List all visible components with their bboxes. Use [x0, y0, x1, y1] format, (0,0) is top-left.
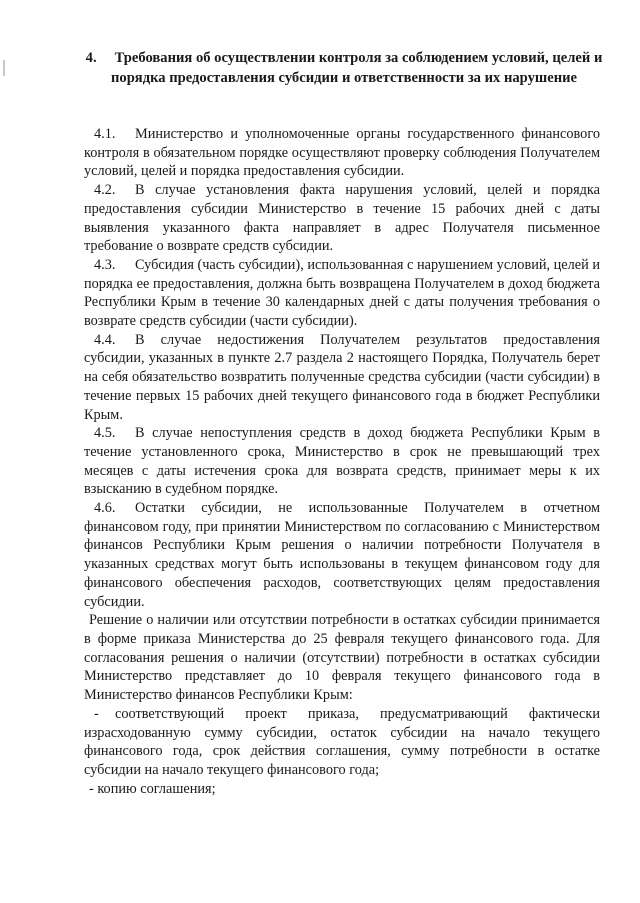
clause-text: Остатки субсидии, не использованные Получателем в отчетном финансовом году, при принятии Министерством по согласованию с Министерством финансов Республики Крым решения о наличии потребности Получателя в указанных средствах могут быть использованы в текущем финансовом году для финансового обеспечения расходов, соответствующих целям предоставления субсидии.: [84, 500, 600, 610]
list-item-agreement-copy: [84, 780, 600, 799]
list-item-text: соответствующий проект приказа, предусматривающий фактически израсходованную сумму субсидии, остаток субсидии на начало текущего финансового года, срок действия соглашения, сумму потребности в остатке субсидии на начало текущего финансового года;: [84, 705, 600, 778]
clause-number: 4.2.: [94, 182, 116, 199]
clause-4-5: [84, 424, 600, 499]
paragraph-text: Решение о наличии или отсутствии потребности в остатках субсидии принимается в форме приказа Министерства до 25 февраля текущего финансового года. Для согласования решения о наличии (отсутствии) потребности в остатках субсидии Министерство представляет до 10 февраля текущего финансового года в Министерство финансов Республики Крым:: [84, 612, 600, 704]
clause-4-4: [84, 331, 600, 425]
clause-text: Министерство и уполномоченные органы государственного финансового контроля в обязательном порядке осуществляют проверку соблюдения Получателем условий, целей и порядка предоставления субсидии.: [84, 126, 600, 180]
section-heading: [84, 48, 604, 88]
section-number: 4.: [85, 50, 97, 66]
list-dash: -: [94, 705, 99, 722]
clause-number: 4.4.: [94, 331, 116, 348]
clause-text: В случае установления факта нарушения условий, целей и порядка предоставления субсидии Министерство в течение 15 рабочих дней с даты выявления указанного факта направляет в адрес Получателя письменное требование о возврате средств субсидии.: [84, 182, 600, 255]
clause-number: 4.6.: [94, 500, 116, 517]
clause-number: 4.3.: [94, 256, 116, 273]
section-title: Требования об осуществлении контроля за соблюдением условий, целей и порядка предоставления субсидии и ответственности за их нарушение: [110, 50, 603, 86]
clause-text: Субсидия (часть субсидии), использованная с нарушением условий, целей и порядка ее предоставления, должна быть возвращена Получателем в доход бюджета Республики Крым в течение 30 календарных дней с даты получения требования о возврате средств субсидии (части субсидии).: [84, 256, 601, 330]
scan-edge-mark: [3, 60, 5, 76]
document-body: [84, 125, 600, 798]
list-item-draft-order: [84, 705, 600, 780]
clause-4-3: [84, 256, 600, 331]
clause-4-6: [84, 499, 600, 611]
clause-text: В случае недостижения Получателем результатов предоставления субсидии, указанных в пункте 2.7 раздела 2 настоящего Порядка, Получатель берет на себя обязательство возвратить полученные средства субсидии (части субсидии) в течение первых 15 рабочих дней текущего финансового года в бюджет Республики Крым.: [84, 331, 600, 423]
clause-text: В случае непоступления средств в доход бюджета Республики Крым в течение установленного срока, Министерство в срок не превышающий трех месяцев с даты истечения срока для возврата средств, принимает меры к их взысканию в судебном порядке.: [84, 425, 600, 498]
list-item-text: - копию соглашения;: [89, 780, 216, 797]
clause-4-2: [84, 181, 600, 256]
clause-4-1: [84, 125, 600, 181]
clause-number: 4.1.: [94, 126, 116, 142]
decision-paragraph: [84, 611, 600, 705]
clause-number: 4.5.: [94, 425, 116, 442]
